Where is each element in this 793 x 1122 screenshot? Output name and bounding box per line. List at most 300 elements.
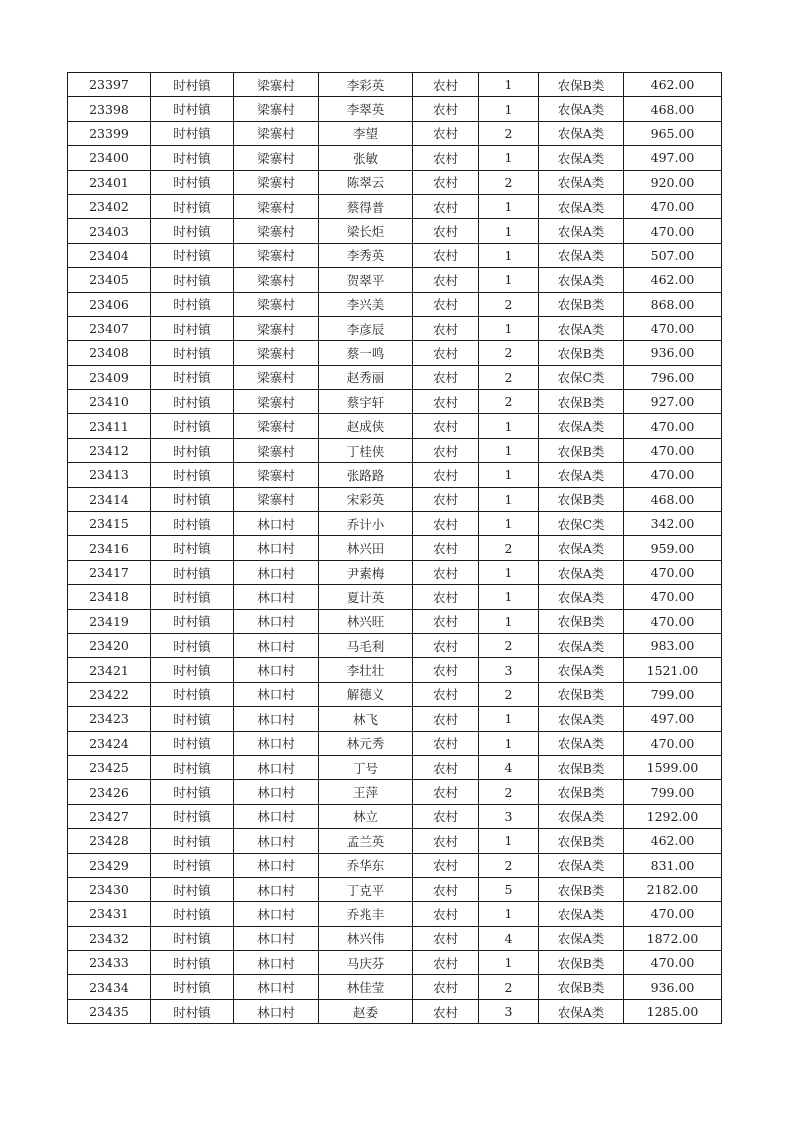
household-type-cell: 农村: [413, 633, 479, 657]
member-count-cell: 1: [479, 219, 539, 243]
table-body: [68, 73, 722, 1024]
name-cell: 孟兰英: [319, 829, 413, 853]
serial-no-cell: 23427: [68, 804, 151, 828]
village-cell: 林口村: [234, 755, 319, 779]
household-type-cell: 农村: [413, 560, 479, 584]
amount-cell: 468.00: [624, 487, 722, 511]
amount-cell: 470.00: [624, 731, 722, 755]
name-cell: 张路路: [319, 463, 413, 487]
amount-cell: 2182.00: [624, 877, 722, 901]
name-cell: 赵委: [319, 999, 413, 1023]
village-cell: 林口村: [234, 877, 319, 901]
amount-cell: 1292.00: [624, 804, 722, 828]
town-cell: 时村镇: [151, 219, 234, 243]
member-count-cell: 2: [479, 536, 539, 560]
insurance-category-cell: 农保A类: [539, 707, 624, 731]
amount-cell: 462.00: [624, 73, 722, 97]
amount-cell: 799.00: [624, 780, 722, 804]
insurance-category-cell: 农保A类: [539, 170, 624, 194]
town-cell: 时村镇: [151, 97, 234, 121]
serial-no-cell: 23412: [68, 438, 151, 462]
member-count-cell: 3: [479, 658, 539, 682]
serial-no-cell: 23434: [68, 975, 151, 999]
amount-cell: 868.00: [624, 292, 722, 316]
table-row: [68, 121, 722, 145]
household-type-cell: 农村: [413, 243, 479, 267]
serial-no-cell: 23402: [68, 194, 151, 218]
village-cell: 林口村: [234, 512, 319, 536]
serial-no-cell: 23408: [68, 341, 151, 365]
table-row: [68, 609, 722, 633]
insurance-category-cell: 农保B类: [539, 780, 624, 804]
village-cell: 梁寨村: [234, 390, 319, 414]
name-cell: 林兴旺: [319, 609, 413, 633]
amount-cell: 936.00: [624, 975, 722, 999]
town-cell: 时村镇: [151, 292, 234, 316]
table-row: [68, 658, 722, 682]
village-cell: 梁寨村: [234, 146, 319, 170]
household-type-cell: 农村: [413, 731, 479, 755]
village-cell: 林口村: [234, 536, 319, 560]
member-count-cell: 1: [479, 829, 539, 853]
serial-no-cell: 23403: [68, 219, 151, 243]
member-count-cell: 2: [479, 633, 539, 657]
name-cell: 赵成侠: [319, 414, 413, 438]
name-cell: 蔡宇轩: [319, 390, 413, 414]
household-type-cell: 农村: [413, 658, 479, 682]
insurance-category-cell: 农保B类: [539, 829, 624, 853]
household-type-cell: 农村: [413, 438, 479, 462]
town-cell: 时村镇: [151, 877, 234, 901]
town-cell: 时村镇: [151, 341, 234, 365]
serial-no-cell: 23415: [68, 512, 151, 536]
insurance-category-cell: 农保A类: [539, 121, 624, 145]
member-count-cell: 2: [479, 365, 539, 389]
village-cell: 梁寨村: [234, 292, 319, 316]
member-count-cell: 2: [479, 780, 539, 804]
amount-cell: 470.00: [624, 560, 722, 584]
member-count-cell: 1: [479, 97, 539, 121]
village-cell: 林口村: [234, 682, 319, 706]
town-cell: 时村镇: [151, 682, 234, 706]
table-row: [68, 365, 722, 389]
town-cell: 时村镇: [151, 975, 234, 999]
town-cell: 时村镇: [151, 755, 234, 779]
member-count-cell: 2: [479, 170, 539, 194]
household-type-cell: 农村: [413, 146, 479, 170]
table-row: [68, 951, 722, 975]
town-cell: 时村镇: [151, 463, 234, 487]
name-cell: 乔计小: [319, 512, 413, 536]
town-cell: 时村镇: [151, 951, 234, 975]
town-cell: 时村镇: [151, 512, 234, 536]
member-count-cell: 4: [479, 755, 539, 779]
serial-no-cell: 23399: [68, 121, 151, 145]
member-count-cell: 1: [479, 268, 539, 292]
town-cell: 时村镇: [151, 609, 234, 633]
member-count-cell: 2: [479, 292, 539, 316]
insurance-category-cell: 农保B类: [539, 390, 624, 414]
village-cell: 梁寨村: [234, 463, 319, 487]
table-row: [68, 463, 722, 487]
member-count-cell: 1: [479, 243, 539, 267]
serial-no-cell: 23426: [68, 780, 151, 804]
amount-cell: 470.00: [624, 316, 722, 340]
amount-cell: 1521.00: [624, 658, 722, 682]
member-count-cell: 1: [479, 560, 539, 584]
amount-cell: 462.00: [624, 829, 722, 853]
table-row: [68, 146, 722, 170]
serial-no-cell: 23424: [68, 731, 151, 755]
insurance-category-cell: 农保A类: [539, 97, 624, 121]
table-row: [68, 341, 722, 365]
household-type-cell: 农村: [413, 999, 479, 1023]
serial-no-cell: 23409: [68, 365, 151, 389]
insurance-category-cell: 农保B类: [539, 292, 624, 316]
serial-no-cell: 23417: [68, 560, 151, 584]
table-row: [68, 170, 722, 194]
insurance-category-cell: 农保A类: [539, 268, 624, 292]
amount-cell: 470.00: [624, 219, 722, 243]
serial-no-cell: 23404: [68, 243, 151, 267]
household-type-cell: 农村: [413, 341, 479, 365]
name-cell: 林元秀: [319, 731, 413, 755]
town-cell: 时村镇: [151, 926, 234, 950]
member-count-cell: 2: [479, 341, 539, 365]
insurance-category-cell: 农保B类: [539, 877, 624, 901]
name-cell: 马庆芬: [319, 951, 413, 975]
town-cell: 时村镇: [151, 414, 234, 438]
village-cell: 梁寨村: [234, 316, 319, 340]
town-cell: 时村镇: [151, 633, 234, 657]
member-count-cell: 1: [479, 194, 539, 218]
village-cell: 梁寨村: [234, 170, 319, 194]
name-cell: 林兴田: [319, 536, 413, 560]
insurance-category-cell: 农保A类: [539, 633, 624, 657]
insurance-category-cell: 农保A类: [539, 999, 624, 1023]
village-cell: 梁寨村: [234, 243, 319, 267]
name-cell: 李翠英: [319, 97, 413, 121]
serial-no-cell: 23414: [68, 487, 151, 511]
name-cell: 林立: [319, 804, 413, 828]
town-cell: 时村镇: [151, 73, 234, 97]
town-cell: 时村镇: [151, 902, 234, 926]
town-cell: 时村镇: [151, 853, 234, 877]
amount-cell: 468.00: [624, 97, 722, 121]
village-cell: 林口村: [234, 853, 319, 877]
household-type-cell: 农村: [413, 414, 479, 438]
insurance-category-cell: 农保A类: [539, 414, 624, 438]
name-cell: 陈翠云: [319, 170, 413, 194]
amount-cell: 965.00: [624, 121, 722, 145]
table-row: [68, 877, 722, 901]
amount-cell: 470.00: [624, 951, 722, 975]
serial-no-cell: 23432: [68, 926, 151, 950]
table-row: [68, 97, 722, 121]
name-cell: 丁号: [319, 755, 413, 779]
town-cell: 时村镇: [151, 268, 234, 292]
table-row: [68, 975, 722, 999]
table-row: [68, 902, 722, 926]
serial-no-cell: 23435: [68, 999, 151, 1023]
insurance-category-cell: 农保B类: [539, 487, 624, 511]
village-cell: 林口村: [234, 609, 319, 633]
village-cell: 林口村: [234, 902, 319, 926]
household-type-cell: 农村: [413, 292, 479, 316]
member-count-cell: 1: [479, 585, 539, 609]
table-row: [68, 829, 722, 853]
name-cell: 马毛利: [319, 633, 413, 657]
beneficiary-table: [67, 72, 722, 1024]
name-cell: 宋彩英: [319, 487, 413, 511]
insurance-category-cell: 农保A类: [539, 902, 624, 926]
table-row: [68, 731, 722, 755]
household-type-cell: 农村: [413, 73, 479, 97]
insurance-category-cell: 农保A类: [539, 658, 624, 682]
amount-cell: 470.00: [624, 585, 722, 609]
town-cell: 时村镇: [151, 194, 234, 218]
table-row: [68, 292, 722, 316]
amount-cell: 470.00: [624, 463, 722, 487]
serial-no-cell: 23411: [68, 414, 151, 438]
amount-cell: 470.00: [624, 609, 722, 633]
member-count-cell: 1: [479, 438, 539, 462]
table-row: [68, 780, 722, 804]
household-type-cell: 农村: [413, 609, 479, 633]
insurance-category-cell: 农保A类: [539, 926, 624, 950]
household-type-cell: 农村: [413, 902, 479, 926]
name-cell: 李彩英: [319, 73, 413, 97]
name-cell: 贺翠平: [319, 268, 413, 292]
insurance-category-cell: 农保A类: [539, 316, 624, 340]
town-cell: 时村镇: [151, 658, 234, 682]
village-cell: 梁寨村: [234, 73, 319, 97]
table-row: [68, 682, 722, 706]
insurance-category-cell: 农保A类: [539, 585, 624, 609]
village-cell: 梁寨村: [234, 97, 319, 121]
serial-no-cell: 23431: [68, 902, 151, 926]
table-row: [68, 438, 722, 462]
household-type-cell: 农村: [413, 951, 479, 975]
table-row: [68, 926, 722, 950]
insurance-category-cell: 农保A类: [539, 219, 624, 243]
table-row: [68, 219, 722, 243]
town-cell: 时村镇: [151, 585, 234, 609]
member-count-cell: 1: [479, 609, 539, 633]
insurance-category-cell: 农保A类: [539, 194, 624, 218]
household-type-cell: 农村: [413, 512, 479, 536]
name-cell: 赵秀丽: [319, 365, 413, 389]
amount-cell: 470.00: [624, 414, 722, 438]
insurance-category-cell: 农保B类: [539, 975, 624, 999]
name-cell: 张敏: [319, 146, 413, 170]
member-count-cell: 3: [479, 804, 539, 828]
table-row: [68, 487, 722, 511]
insurance-category-cell: 农保A类: [539, 560, 624, 584]
town-cell: 时村镇: [151, 829, 234, 853]
name-cell: 丁桂侠: [319, 438, 413, 462]
household-type-cell: 农村: [413, 877, 479, 901]
town-cell: 时村镇: [151, 536, 234, 560]
village-cell: 梁寨村: [234, 438, 319, 462]
village-cell: 林口村: [234, 780, 319, 804]
insurance-category-cell: 农保A类: [539, 463, 624, 487]
household-type-cell: 农村: [413, 194, 479, 218]
household-type-cell: 农村: [413, 121, 479, 145]
member-count-cell: 1: [479, 487, 539, 511]
amount-cell: 497.00: [624, 707, 722, 731]
member-count-cell: 1: [479, 512, 539, 536]
member-count-cell: 1: [479, 731, 539, 755]
village-cell: 梁寨村: [234, 121, 319, 145]
serial-no-cell: 23401: [68, 170, 151, 194]
serial-no-cell: 23400: [68, 146, 151, 170]
household-type-cell: 农村: [413, 170, 479, 194]
village-cell: 林口村: [234, 585, 319, 609]
member-count-cell: 2: [479, 121, 539, 145]
town-cell: 时村镇: [151, 146, 234, 170]
table-row: [68, 707, 722, 731]
table-row: [68, 536, 722, 560]
member-count-cell: 1: [479, 316, 539, 340]
serial-no-cell: 23397: [68, 73, 151, 97]
village-cell: 林口村: [234, 951, 319, 975]
name-cell: 尹素梅: [319, 560, 413, 584]
amount-cell: 1872.00: [624, 926, 722, 950]
serial-no-cell: 23429: [68, 853, 151, 877]
village-cell: 梁寨村: [234, 487, 319, 511]
table-row: [68, 585, 722, 609]
insurance-category-cell: 农保A类: [539, 146, 624, 170]
amount-cell: 831.00: [624, 853, 722, 877]
town-cell: 时村镇: [151, 365, 234, 389]
town-cell: 时村镇: [151, 999, 234, 1023]
member-count-cell: 1: [479, 902, 539, 926]
insurance-category-cell: 农保A类: [539, 536, 624, 560]
household-type-cell: 农村: [413, 926, 479, 950]
serial-no-cell: 23425: [68, 755, 151, 779]
serial-no-cell: 23423: [68, 707, 151, 731]
village-cell: 林口村: [234, 804, 319, 828]
name-cell: 蔡一鸣: [319, 341, 413, 365]
name-cell: 李秀英: [319, 243, 413, 267]
serial-no-cell: 23428: [68, 829, 151, 853]
insurance-category-cell: 农保A类: [539, 243, 624, 267]
insurance-category-cell: 农保B类: [539, 73, 624, 97]
member-count-cell: 2: [479, 975, 539, 999]
household-type-cell: 农村: [413, 707, 479, 731]
household-type-cell: 农村: [413, 463, 479, 487]
household-type-cell: 农村: [413, 268, 479, 292]
town-cell: 时村镇: [151, 121, 234, 145]
household-type-cell: 农村: [413, 390, 479, 414]
name-cell: 李彦辰: [319, 316, 413, 340]
town-cell: 时村镇: [151, 487, 234, 511]
household-type-cell: 农村: [413, 97, 479, 121]
serial-no-cell: 23430: [68, 877, 151, 901]
name-cell: 林兴伟: [319, 926, 413, 950]
member-count-cell: 1: [479, 463, 539, 487]
amount-cell: 470.00: [624, 194, 722, 218]
name-cell: 李兴美: [319, 292, 413, 316]
insurance-category-cell: 农保B类: [539, 438, 624, 462]
name-cell: 夏计英: [319, 585, 413, 609]
town-cell: 时村镇: [151, 316, 234, 340]
town-cell: 时村镇: [151, 780, 234, 804]
amount-cell: 936.00: [624, 341, 722, 365]
table-row: [68, 512, 722, 536]
amount-cell: 462.00: [624, 268, 722, 292]
town-cell: 时村镇: [151, 560, 234, 584]
member-count-cell: 5: [479, 877, 539, 901]
table-row: [68, 755, 722, 779]
member-count-cell: 1: [479, 414, 539, 438]
amount-cell: 799.00: [624, 682, 722, 706]
insurance-category-cell: 农保C类: [539, 365, 624, 389]
serial-no-cell: 23422: [68, 682, 151, 706]
insurance-category-cell: 农保B类: [539, 951, 624, 975]
name-cell: 林飞: [319, 707, 413, 731]
name-cell: 乔兆丰: [319, 902, 413, 926]
insurance-category-cell: 农保A类: [539, 804, 624, 828]
household-type-cell: 农村: [413, 780, 479, 804]
village-cell: 梁寨村: [234, 219, 319, 243]
town-cell: 时村镇: [151, 170, 234, 194]
household-type-cell: 农村: [413, 975, 479, 999]
amount-cell: 470.00: [624, 438, 722, 462]
insurance-category-cell: 农保A类: [539, 853, 624, 877]
serial-no-cell: 23410: [68, 390, 151, 414]
village-cell: 林口村: [234, 999, 319, 1023]
household-type-cell: 农村: [413, 316, 479, 340]
table-row: [68, 853, 722, 877]
amount-cell: 1285.00: [624, 999, 722, 1023]
village-cell: 林口村: [234, 633, 319, 657]
table-row: [68, 804, 722, 828]
table-row: [68, 316, 722, 340]
town-cell: 时村镇: [151, 390, 234, 414]
table-row: [68, 414, 722, 438]
household-type-cell: 农村: [413, 755, 479, 779]
amount-cell: 470.00: [624, 902, 722, 926]
amount-cell: 1599.00: [624, 755, 722, 779]
member-count-cell: 2: [479, 390, 539, 414]
village-cell: 梁寨村: [234, 341, 319, 365]
serial-no-cell: 23407: [68, 316, 151, 340]
table-row: [68, 390, 722, 414]
name-cell: 蔡得普: [319, 194, 413, 218]
serial-no-cell: 23418: [68, 585, 151, 609]
town-cell: 时村镇: [151, 438, 234, 462]
insurance-category-cell: 农保B类: [539, 341, 624, 365]
serial-no-cell: 23421: [68, 658, 151, 682]
member-count-cell: 1: [479, 73, 539, 97]
town-cell: 时村镇: [151, 731, 234, 755]
household-type-cell: 农村: [413, 853, 479, 877]
name-cell: 林佳莹: [319, 975, 413, 999]
household-type-cell: 农村: [413, 829, 479, 853]
name-cell: 王萍: [319, 780, 413, 804]
table-row: [68, 999, 722, 1023]
town-cell: 时村镇: [151, 243, 234, 267]
town-cell: 时村镇: [151, 804, 234, 828]
name-cell: 李望: [319, 121, 413, 145]
village-cell: 梁寨村: [234, 194, 319, 218]
table-row: [68, 194, 722, 218]
village-cell: 林口村: [234, 658, 319, 682]
member-count-cell: 3: [479, 999, 539, 1023]
insurance-category-cell: 农保C类: [539, 512, 624, 536]
